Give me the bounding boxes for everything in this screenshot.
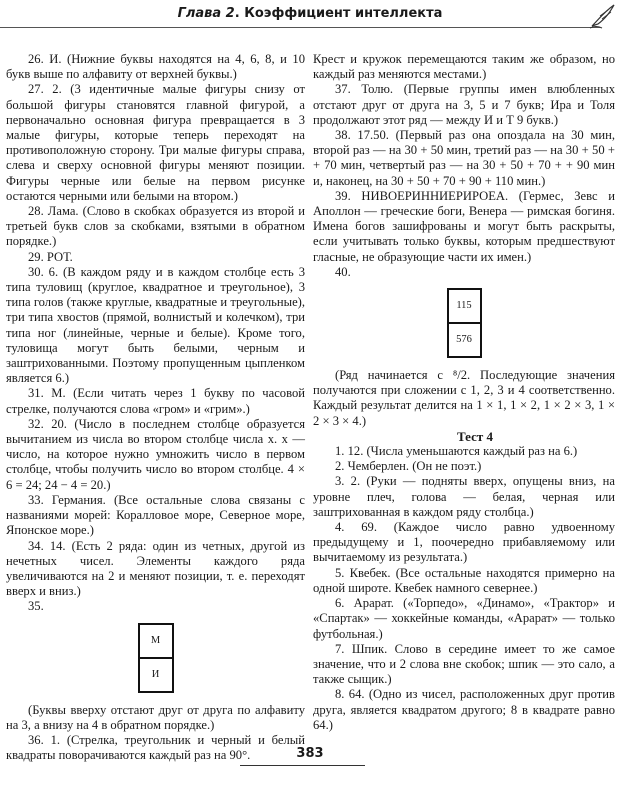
chapter-name: . Коэффициент интеллекта: [234, 6, 443, 21]
page-number: 383: [296, 746, 324, 761]
answer-39: 39. НИВОЕРИННИЕРИРОЕА. (Гермес, Зевс и Аполлон — греческие боги, Венера — римская богиня. Имена богов зашифрованы и могут быть раскрыты, если учитывать только буквы, которым предшествуют гласные, не образующие части их имен.): [313, 188, 615, 264]
figure-cell-bottom: И: [140, 657, 172, 691]
answer-28: 28. Лама. (Слово в скобках образуется из второй и третьей букв слов за скобками, взятыми в обратном порядке.): [6, 204, 305, 249]
answer-37: 37. Толю. (Первые группы имен влюбленных отстают друг от друга на 3, 5 и 7 букв; Ира и Толя продолжают этот ряд — между И и Т 9 букв.): [313, 82, 615, 127]
answer-26: 26. И. (Нижние буквы находятся на 4, 6, 8, и 10 букв выше по алфавиту от верхней буквы.): [6, 52, 305, 82]
footer-divider: [240, 765, 365, 766]
answer-27: 27. 2. (3 идентичные малые фигуры снизу от большой фигуры становятся главной фигурой, а первоначально основная фигура превращается в 3 малые фигуры, которые теперь переходят на противоположную сторону. Три малые фигуры справа, слева и сверху основной фигуры меняют позиции. Фигуры черные или белые на первом рисунке остаются черными или белыми на втором.): [6, 82, 305, 203]
answer-32: 32. 20. (Число в последнем столбце образуется вычитанием из числа во втором столбце числа x. x — число, на которое нужно умножить число в первом столбце, чтобы получить число во втором столбце. 4 × 6 = 24; 24 − 4 = 20.): [6, 416, 305, 492]
figure-35-boxes: [138, 623, 174, 693]
answer-33: 33. Германия. (Все остальные слова связаны с названиями морей: Коралловое море, Северное море, Японское море.): [6, 492, 305, 538]
test4-answer-6: 6. Арарат. («Торпедо», «Динамо», «Трактор» и «Спартак» — хоккейные команды, «Арарат» — только футбольная.): [313, 596, 615, 641]
answer-34: 34. 14. (Есть 2 ряда: один из четных, другой из нечетных чисел. Элементы каждого ряда увеличиваются на 2 и меняют позиции, т. е. переходят вверх и вниз.): [6, 538, 305, 599]
right-column: [313, 52, 615, 733]
chapter-label: Глава 2: [177, 6, 235, 21]
left-column: [6, 52, 305, 763]
figure-cell-top: М: [150, 634, 161, 646]
answer-36-continued: Крест и кружок перемещаются таким же образом, но каждый раз меняются местами.): [313, 52, 615, 82]
test4-answer-5: 5. Квебек. (Все остальные находятся примерно на одной широте. Квебек намного севернее.): [313, 565, 615, 595]
chapter-title: [0, 6, 620, 21]
answer-35: 35.: [28, 599, 44, 614]
figure-cell-bottom: 576: [449, 322, 480, 356]
test4-answer-3: 3. 2. (Руки — подняты вверх, опущены вниз, на уровне плеч, голова — белая, черная или заштрихованная в каждом ряду столбца.): [313, 474, 615, 519]
answer-38: 38. 17.50. (Первый раз она опоздала на 30 мин, второй раз — на 30 + 50 мин, третий раз — на 30 + 50 + + 70 мин, четвертый раз — на 30 + 50 + 70 + + 90 мин и, наконец, на 30 + 50 + 70 + 90 + 110 мин.): [313, 128, 615, 188]
quill-pen-icon: [588, 2, 618, 30]
answer-31: 31. М. (Если читать через 1 букву по часовой стрелке, получаются слова «гром» и «грим».): [6, 386, 305, 416]
test4-answer-8: 8. 64. (Одно из чисел, расположенных друг против друга, является квадратом другого; 8 в квадрате равно 64.): [313, 687, 615, 732]
test4-answer-2: 2. Чемберлен. (Он не поэт.): [335, 459, 482, 474]
test4-answer-7: 7. Шпик. Слово в середине имеет то же самое значение, что и 2 слова вне скобок; шпик — это сало, а также сыщик.): [313, 641, 615, 687]
section-title: Тест 4: [456, 428, 493, 444]
answer-30: 30. 6. (В каждом ряду и в каждом столбце есть 3 типа туловищ (круглое, квадратное и треугольное), 3 типа голов (также круглые, квадратные и треугольные), три типа хвостов (прямой, волнистый и колечком), три типа ног (линейные, черные и белые). Кроме того, туловища могут быть белыми, черным и заштрихованными. Поэтому пропущенным цыпленком является 6.): [6, 264, 305, 386]
answer-29: 29. РОТ.: [28, 249, 73, 264]
test4-answer-4: 4. 69. (Каждое число равно удвоенному предыдущему и 1, поочередно прибавляемому или вычитаемому из результата.): [313, 520, 615, 565]
answer-40-note: (Ряд начинается с ⁸/2. Последующие значения получаются при сложении с 1, 2, 3 и 4 соответственно. Каждый результат делится на 1 × 1, 1 × 2, 1 × 2 × 3, 1 × 2 × 3 × 4.): [313, 368, 615, 428]
figure-cell-top: 115: [456, 300, 472, 312]
answer-36: 36. 1. (Стрелка, треугольник и черный и белый квадраты поворачиваются каждый раз на 90°.: [6, 732, 305, 763]
test4-answer-1: 1. 12. (Числа уменьшаются каждый раз на 6.): [335, 444, 578, 459]
figure-40-boxes: [447, 288, 482, 358]
header-divider: [0, 27, 600, 28]
running-header: [0, 0, 620, 28]
answer-40: 40.: [335, 264, 351, 279]
answer-35-note: (Буквы вверху отстают друг от друга по алфавиту на 3, а внизу на 4 в обратном порядке.): [6, 702, 305, 732]
